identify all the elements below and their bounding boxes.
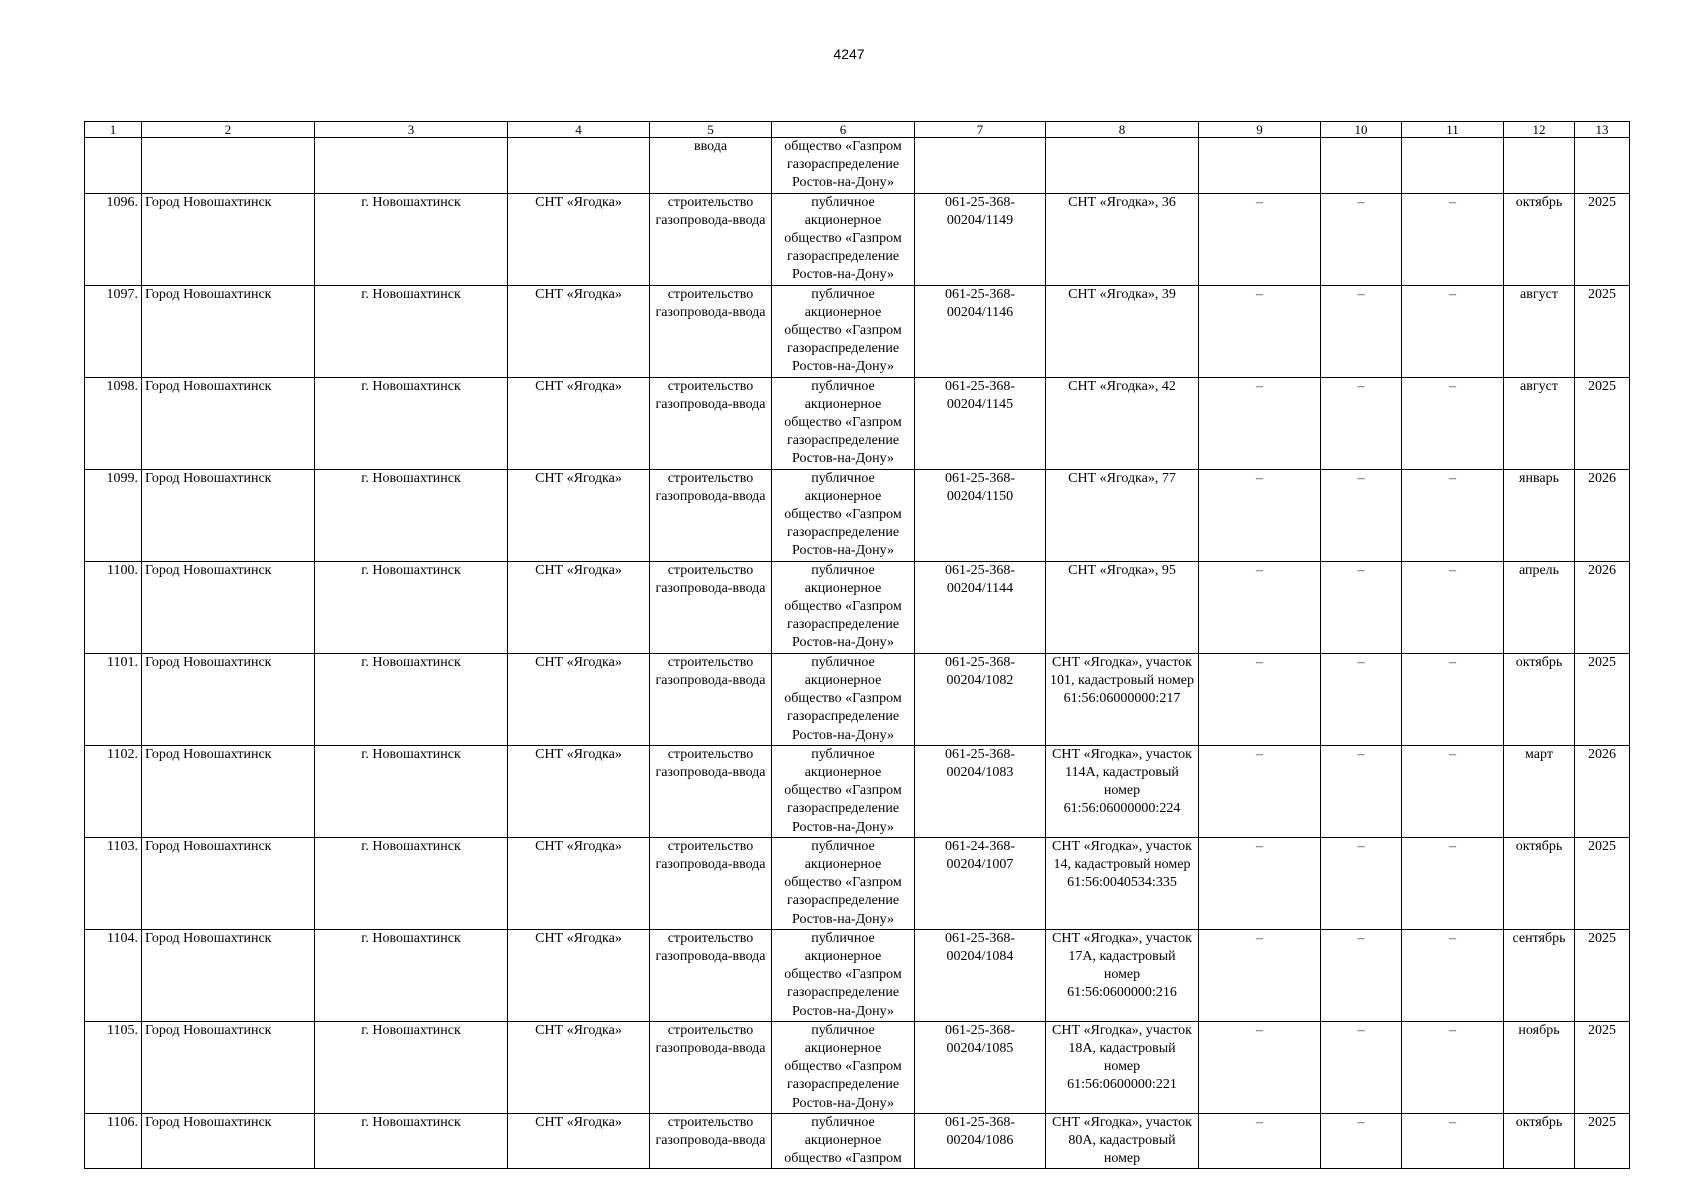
cell-month: январь xyxy=(1504,469,1575,561)
table-row-continuation xyxy=(85,138,1630,194)
cell-col-11: – xyxy=(1402,561,1504,653)
cell-organization: публичное акционерное общество «Газпром газораспределение Ростов-на-Дону» xyxy=(772,561,915,653)
column-header-13: 13 xyxy=(1575,122,1630,138)
cell-year xyxy=(1575,138,1630,194)
cell-year: 2025 xyxy=(1575,285,1630,377)
cell-work-type: строительство газопровода-ввода xyxy=(650,1021,772,1113)
cell-street: СНТ «Ягодка» xyxy=(508,469,650,561)
cell-street: СНТ «Ягодка» xyxy=(508,193,650,285)
cell-row-number: 1097. xyxy=(85,285,142,377)
cell-row-number: 1106. xyxy=(85,1113,142,1169)
cell-col-10: – xyxy=(1321,929,1402,1021)
table-row xyxy=(85,1113,1630,1169)
cell-year: 2025 xyxy=(1575,193,1630,285)
cell-col-10: – xyxy=(1321,193,1402,285)
cell-work-type: ввода xyxy=(650,138,772,194)
cell-row-number: 1104. xyxy=(85,929,142,1021)
column-header-1: 1 xyxy=(85,122,142,138)
cell-address: СНТ «Ягодка», участок 114А, кадастровый номер 61:56:06000000:224 xyxy=(1046,745,1199,837)
table-row xyxy=(85,653,1630,745)
cell-work-type: строительство газопровода-ввода xyxy=(650,377,772,469)
cell-col-9: – xyxy=(1199,561,1321,653)
cell-month: октябрь xyxy=(1504,1113,1575,1169)
table-row xyxy=(85,469,1630,561)
cell-street: СНТ «Ягодка» xyxy=(508,653,650,745)
cell-organization: публичное акционерное общество «Газпром газораспределение Ростов-на-Дону» xyxy=(772,929,915,1021)
cell-municipality: Город Новошахтинск xyxy=(142,1021,315,1113)
cell-settlement: г. Новошахтинск xyxy=(315,1113,508,1169)
cell-settlement: г. Новошахтинск xyxy=(315,377,508,469)
table-row xyxy=(85,745,1630,837)
cell-request-number: 061-25-368-00204/1149 xyxy=(915,193,1046,285)
cell-month: март xyxy=(1504,745,1575,837)
cell-address: СНТ «Ягодка», 77 xyxy=(1046,469,1199,561)
cell-row-number: 1098. xyxy=(85,377,142,469)
cell-municipality: Город Новошахтинск xyxy=(142,929,315,1021)
cell-col-11: – xyxy=(1402,929,1504,1021)
column-header-4: 4 xyxy=(508,122,650,138)
cell-col-10: – xyxy=(1321,377,1402,469)
cell-year: 2025 xyxy=(1575,377,1630,469)
cell-col-10: – xyxy=(1321,745,1402,837)
cell-row-number: 1105. xyxy=(85,1021,142,1113)
cell-municipality: Город Новошахтинск xyxy=(142,1113,315,1169)
cell-work-type: строительство газопровода-ввода xyxy=(650,929,772,1021)
cell-settlement xyxy=(315,138,508,194)
cell-request-number: 061-24-368-00204/1007 xyxy=(915,837,1046,929)
cell-year: 2026 xyxy=(1575,745,1630,837)
cell-month: сентябрь xyxy=(1504,929,1575,1021)
cell-col-11: – xyxy=(1402,653,1504,745)
cell-col-10: – xyxy=(1321,1113,1402,1169)
cell-col-9: – xyxy=(1199,745,1321,837)
cell-request-number: 061-25-368-00204/1144 xyxy=(915,561,1046,653)
cell-request-number: 061-25-368-00204/1085 xyxy=(915,1021,1046,1113)
cell-organization: публичное акционерное общество «Газпром газораспределение Ростов-на-Дону» xyxy=(772,1021,915,1113)
table-row xyxy=(85,561,1630,653)
cell-year: 2025 xyxy=(1575,653,1630,745)
cell-municipality: Город Новошахтинск xyxy=(142,653,315,745)
cell-municipality: Город Новошахтинск xyxy=(142,193,315,285)
cell-col-10: – xyxy=(1321,837,1402,929)
cell-month: октябрь xyxy=(1504,193,1575,285)
cell-month: апрель xyxy=(1504,561,1575,653)
cell-row-number: 1103. xyxy=(85,837,142,929)
table-row xyxy=(85,929,1630,1021)
cell-municipality xyxy=(142,138,315,194)
table-row xyxy=(85,1021,1630,1113)
cell-work-type: строительство газопровода-ввода xyxy=(650,1113,772,1169)
cell-settlement: г. Новошахтинск xyxy=(315,929,508,1021)
cell-address: СНТ «Ягодка», 42 xyxy=(1046,377,1199,469)
cell-col-9: – xyxy=(1199,1113,1321,1169)
cell-year: 2026 xyxy=(1575,469,1630,561)
cell-col-9: – xyxy=(1199,193,1321,285)
column-header-10: 10 xyxy=(1321,122,1402,138)
cell-col-11: – xyxy=(1402,745,1504,837)
cell-street: СНТ «Ягодка» xyxy=(508,929,650,1021)
cell-street xyxy=(508,138,650,194)
cell-settlement: г. Новошахтинск xyxy=(315,653,508,745)
page-number: 4247 xyxy=(833,46,865,62)
column-header-2: 2 xyxy=(142,122,315,138)
cell-settlement: г. Новошахтинск xyxy=(315,285,508,377)
cell-address xyxy=(1046,138,1199,194)
cell-address: СНТ «Ягодка», участок 14, кадастровый номер 61:56:0040534:335 xyxy=(1046,837,1199,929)
cell-month: ноябрь xyxy=(1504,1021,1575,1113)
cell-row-number xyxy=(85,138,142,194)
cell-street: СНТ «Ягодка» xyxy=(508,1113,650,1169)
cell-organization: публичное акционерное общество «Газпром газораспределение Ростов-на-Дону» xyxy=(772,469,915,561)
cell-col-10: – xyxy=(1321,469,1402,561)
cell-street: СНТ «Ягодка» xyxy=(508,837,650,929)
cell-request-number: 061-25-368-00204/1086 xyxy=(915,1113,1046,1169)
cell-col-11: – xyxy=(1402,469,1504,561)
cell-col-9: – xyxy=(1199,285,1321,377)
cell-settlement: г. Новошахтинск xyxy=(315,1021,508,1113)
cell-request-number: 061-25-368-00204/1084 xyxy=(915,929,1046,1021)
cell-street: СНТ «Ягодка» xyxy=(508,377,650,469)
cell-organization: общество «Газпром газораспределение Ростов-на-Дону» xyxy=(772,138,915,194)
cell-request-number: 061-25-368-00204/1146 xyxy=(915,285,1046,377)
column-header-5: 5 xyxy=(650,122,772,138)
cell-year: 2025 xyxy=(1575,929,1630,1021)
cell-request-number: 061-25-368-00204/1083 xyxy=(915,745,1046,837)
cell-settlement: г. Новошахтинск xyxy=(315,561,508,653)
column-header-11: 11 xyxy=(1402,122,1504,138)
cell-municipality: Город Новошахтинск xyxy=(142,745,315,837)
registry-table xyxy=(84,121,1630,1169)
table-row xyxy=(85,837,1630,929)
cell-work-type: строительство газопровода-ввода xyxy=(650,285,772,377)
cell-col-9: – xyxy=(1199,929,1321,1021)
cell-col-10: – xyxy=(1321,653,1402,745)
column-header-9: 9 xyxy=(1199,122,1321,138)
cell-request-number: 061-25-368-00204/1082 xyxy=(915,653,1046,745)
cell-year: 2025 xyxy=(1575,837,1630,929)
cell-year: 2025 xyxy=(1575,1021,1630,1113)
cell-col-11 xyxy=(1402,138,1504,194)
cell-organization: публичное акционерное общество «Газпром xyxy=(772,1113,915,1169)
cell-municipality: Город Новошахтинск xyxy=(142,837,315,929)
cell-work-type: строительство газопровода-ввода xyxy=(650,653,772,745)
table-row xyxy=(85,285,1630,377)
cell-address: СНТ «Ягодка», 36 xyxy=(1046,193,1199,285)
cell-col-9 xyxy=(1199,138,1321,194)
cell-address: СНТ «Ягодка», 95 xyxy=(1046,561,1199,653)
cell-address: СНТ «Ягодка», участок 80А, кадастровый номер xyxy=(1046,1113,1199,1169)
cell-organization: публичное акционерное общество «Газпром газораспределение Ростов-на-Дону» xyxy=(772,377,915,469)
cell-col-11: – xyxy=(1402,285,1504,377)
cell-col-9: – xyxy=(1199,837,1321,929)
cell-work-type: строительство газопровода-ввода xyxy=(650,745,772,837)
cell-row-number: 1099. xyxy=(85,469,142,561)
cell-settlement: г. Новошахтинск xyxy=(315,193,508,285)
cell-month: август xyxy=(1504,377,1575,469)
table-row xyxy=(85,377,1630,469)
cell-work-type: строительство газопровода-ввода xyxy=(650,561,772,653)
cell-street: СНТ «Ягодка» xyxy=(508,1021,650,1113)
table-body xyxy=(85,138,1630,1169)
cell-col-11: – xyxy=(1402,1113,1504,1169)
cell-municipality: Город Новошахтинск xyxy=(142,469,315,561)
cell-work-type: строительство газопровода-ввода xyxy=(650,469,772,561)
cell-organization: публичное акционерное общество «Газпром газораспределение Ростов-на-Дону» xyxy=(772,285,915,377)
column-header-3: 3 xyxy=(315,122,508,138)
cell-address: СНТ «Ягодка», участок 18А, кадастровый номер 61:56:0600000:221 xyxy=(1046,1021,1199,1113)
cell-col-9: – xyxy=(1199,377,1321,469)
cell-organization: публичное акционерное общество «Газпром газораспределение Ростов-на-Дону» xyxy=(772,837,915,929)
cell-col-9: – xyxy=(1199,1021,1321,1113)
cell-col-10: – xyxy=(1321,1021,1402,1113)
cell-street: СНТ «Ягодка» xyxy=(508,745,650,837)
cell-year: 2026 xyxy=(1575,561,1630,653)
column-header-8: 8 xyxy=(1046,122,1199,138)
cell-municipality: Город Новошахтинск xyxy=(142,377,315,469)
cell-month: октябрь xyxy=(1504,837,1575,929)
cell-settlement: г. Новошахтинск xyxy=(315,837,508,929)
column-header-7: 7 xyxy=(915,122,1046,138)
cell-organization: публичное акционерное общество «Газпром газораспределение Ростов-на-Дону» xyxy=(772,193,915,285)
cell-street: СНТ «Ягодка» xyxy=(508,285,650,377)
cell-request-number xyxy=(915,138,1046,194)
cell-settlement: г. Новошахтинск xyxy=(315,745,508,837)
cell-organization: публичное акционерное общество «Газпром газораспределение Ростов-на-Дону» xyxy=(772,653,915,745)
cell-month xyxy=(1504,138,1575,194)
cell-address: СНТ «Ягодка», участок 17А, кадастровый номер 61:56:0600000:216 xyxy=(1046,929,1199,1021)
column-number-header xyxy=(85,122,1630,138)
cell-settlement: г. Новошахтинск xyxy=(315,469,508,561)
cell-col-11: – xyxy=(1402,377,1504,469)
cell-organization: публичное акционерное общество «Газпром газораспределение Ростов-на-Дону» xyxy=(772,745,915,837)
cell-col-10 xyxy=(1321,138,1402,194)
cell-row-number: 1096. xyxy=(85,193,142,285)
cell-request-number: 061-25-368-00204/1150 xyxy=(915,469,1046,561)
cell-municipality: Город Новошахтинск xyxy=(142,285,315,377)
cell-address: СНТ «Ягодка», участок 101, кадастровый номер 61:56:06000000:217 xyxy=(1046,653,1199,745)
cell-col-10: – xyxy=(1321,561,1402,653)
table-row xyxy=(85,193,1630,285)
cell-municipality: Город Новошахтинск xyxy=(142,561,315,653)
cell-col-11: – xyxy=(1402,193,1504,285)
cell-month: октябрь xyxy=(1504,653,1575,745)
cell-row-number: 1101. xyxy=(85,653,142,745)
cell-street: СНТ «Ягодка» xyxy=(508,561,650,653)
cell-col-9: – xyxy=(1199,653,1321,745)
column-header-6: 6 xyxy=(772,122,915,138)
cell-row-number: 1102. xyxy=(85,745,142,837)
cell-month: август xyxy=(1504,285,1575,377)
cell-work-type: строительство газопровода-ввода xyxy=(650,193,772,285)
cell-col-10: – xyxy=(1321,285,1402,377)
cell-work-type: строительство газопровода-ввода xyxy=(650,837,772,929)
column-header-12: 12 xyxy=(1504,122,1575,138)
cell-request-number: 061-25-368-00204/1145 xyxy=(915,377,1046,469)
cell-col-9: – xyxy=(1199,469,1321,561)
cell-address: СНТ «Ягодка», 39 xyxy=(1046,285,1199,377)
cell-row-number: 1100. xyxy=(85,561,142,653)
cell-year: 2025 xyxy=(1575,1113,1630,1169)
cell-col-11: – xyxy=(1402,837,1504,929)
cell-col-11: – xyxy=(1402,1021,1504,1113)
